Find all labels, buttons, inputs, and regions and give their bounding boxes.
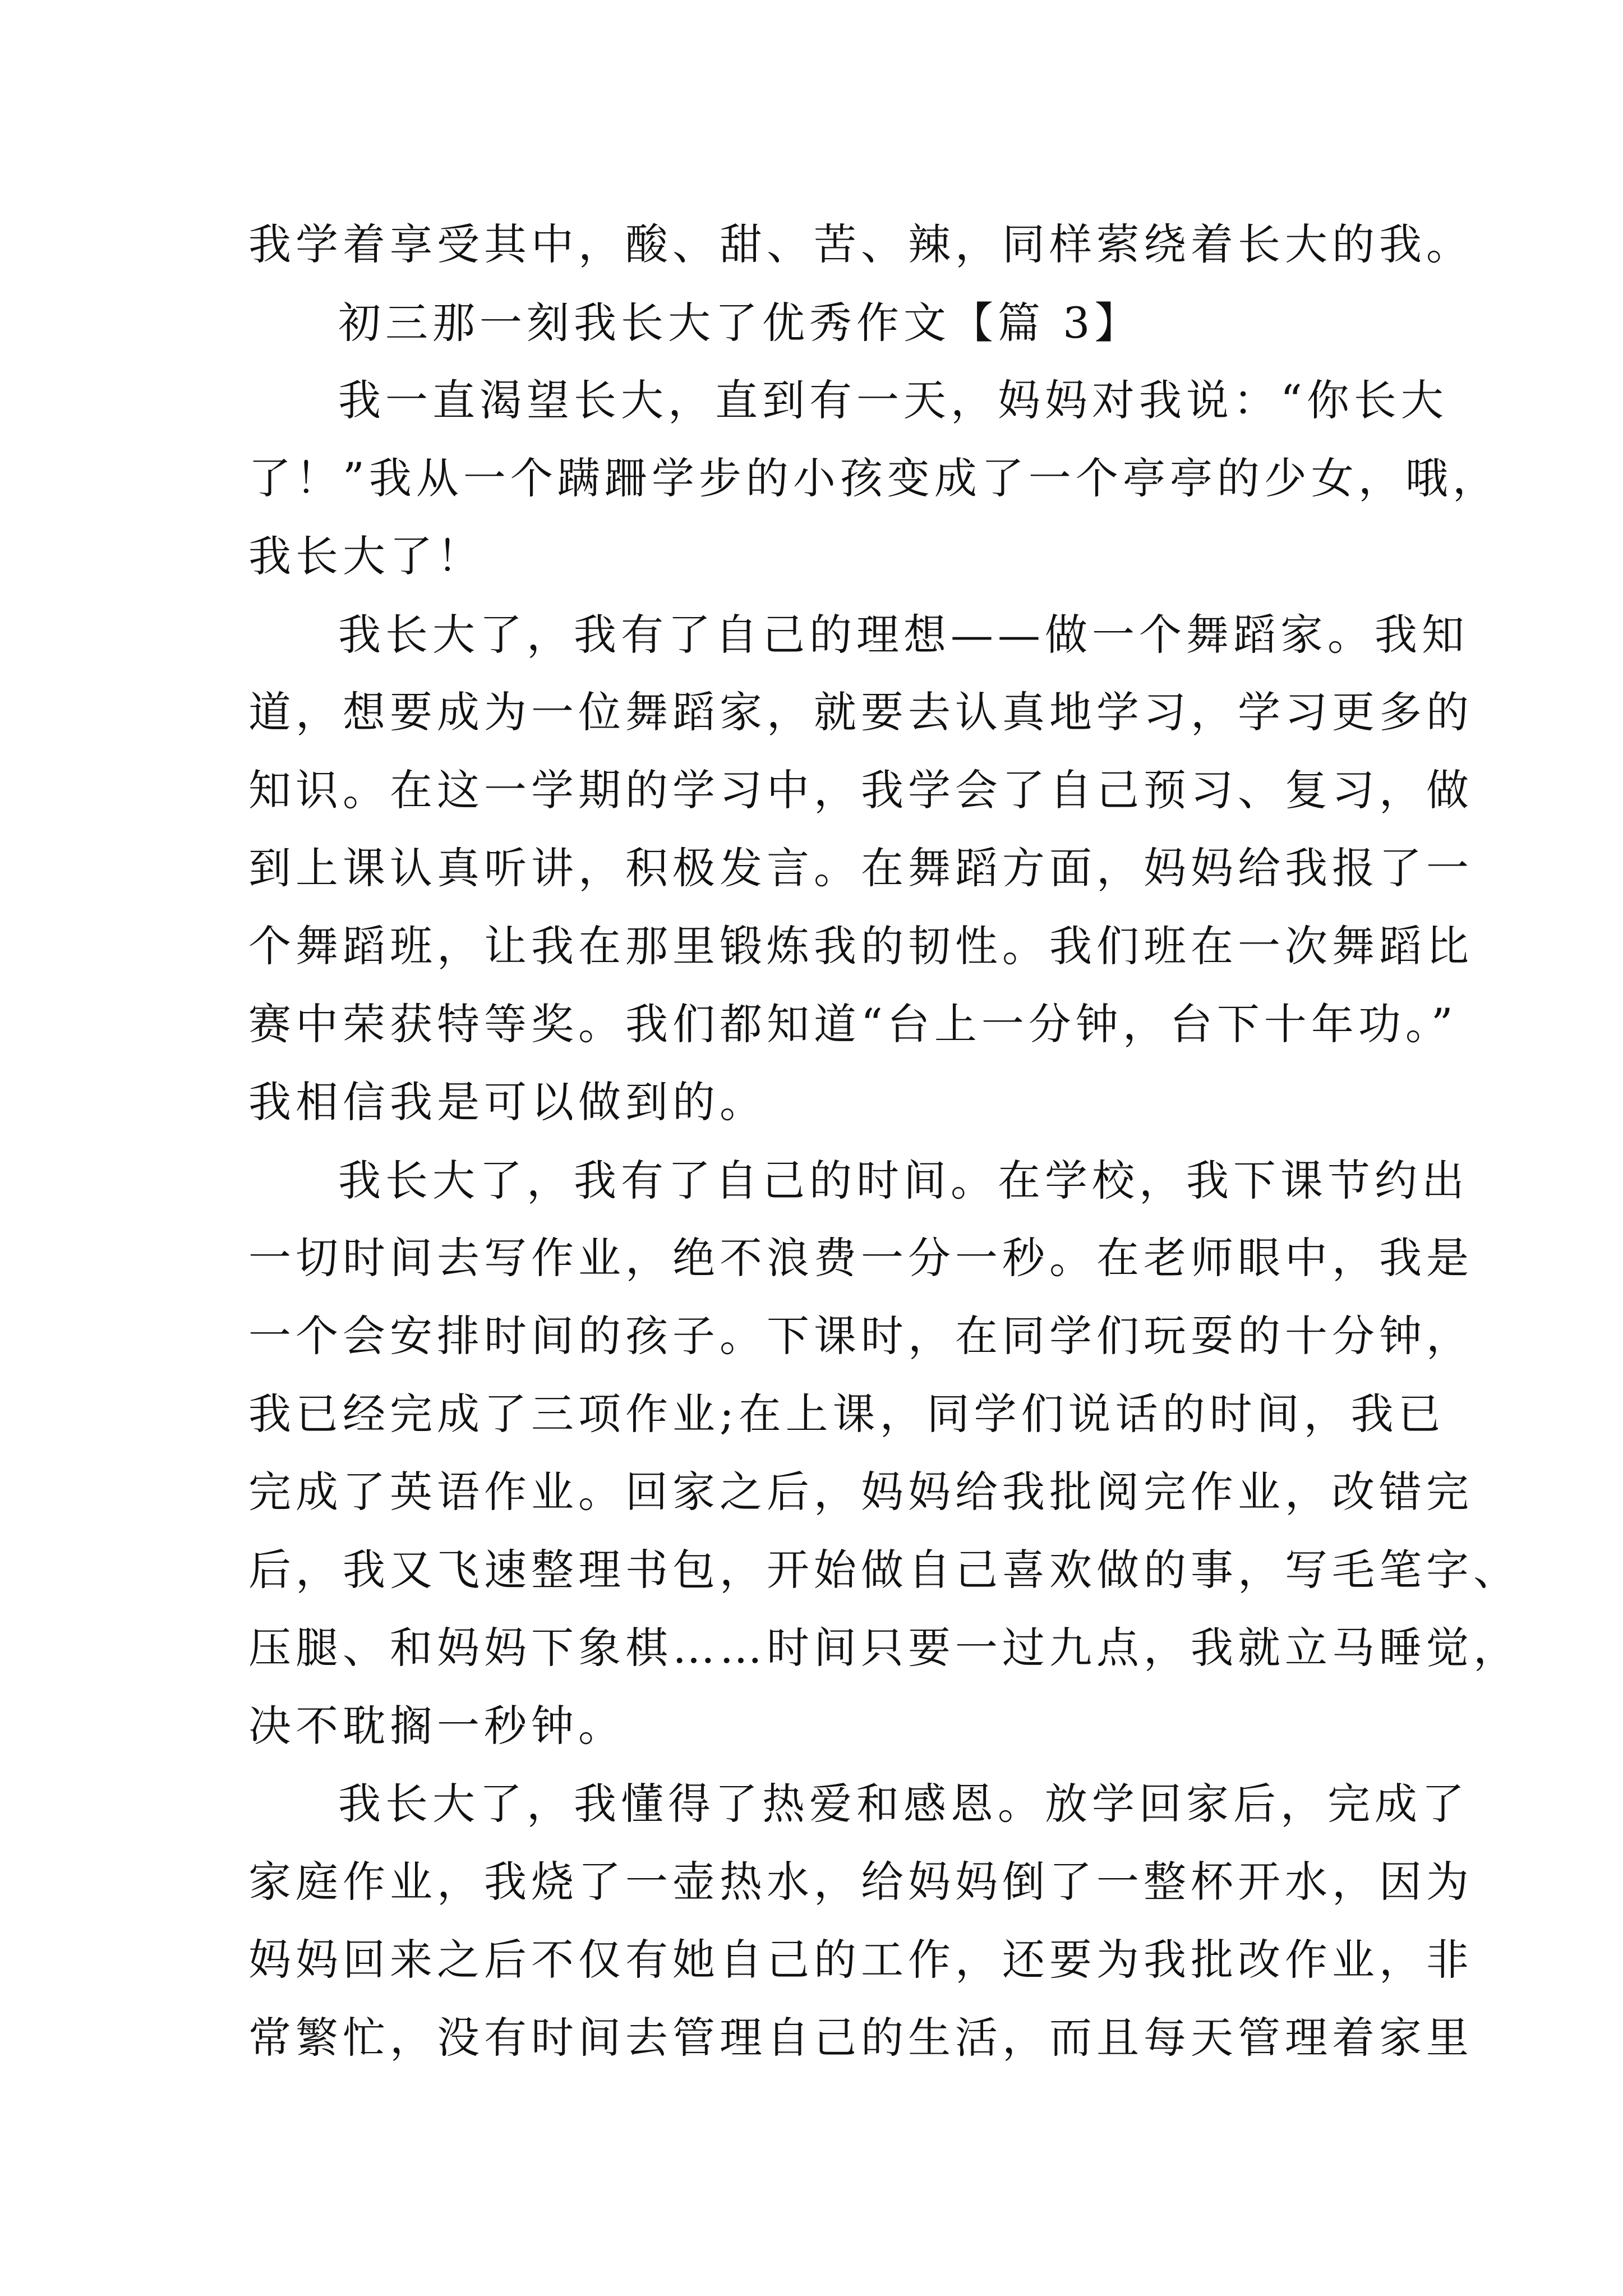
- paragraph-2-line-7: 我相信我是可以做到的。: [248, 1077, 767, 1127]
- paragraph-1-line-3: 我长大了！: [248, 531, 484, 581]
- paragraph-2-line-1: 我长大了，我有了自己的理想——做一个舞蹈家。我知: [338, 610, 1469, 660]
- paragraph-3-line-7: 压腿、和妈妈下象棋……时间只要一过九点，我就立马睡觉，: [248, 1623, 1520, 1673]
- essay-heading: 初三那一刻我长大了优秀作文【篇 3】: [338, 298, 1142, 348]
- paragraph-2-line-3: 知识。在这一学期的学习中，我学会了自己预习、复习，做: [248, 765, 1473, 815]
- paragraph-1-line-2: 了！”我从一个蹒跚学步的小孩变成了一个亭亭的少女，哦，: [248, 453, 1500, 503]
- paragraph-3-line-4: 我已经完成了三项作业;在上课，同学们说话的时间，我已: [248, 1389, 1445, 1439]
- paragraph-2-line-6: 赛中荣获特等奖。我们都知道“台上一分钟，台下十年功。”: [248, 999, 1458, 1049]
- paragraph-2-line-4: 到上课认真听讲，积极发言。在舞蹈方面，妈妈给我报了一: [248, 843, 1473, 893]
- paragraph-3-line-3: 一个会安排时间的孩子。下课时，在同学们玩耍的十分钟，: [248, 1311, 1473, 1361]
- paragraph-4-line-3: 妈妈回来之后不仅有她自己的工作，还要为我批改作业，非: [248, 1935, 1473, 1985]
- paragraph-4-line-4: 常繁忙，没有时间去管理自己的生活，而且每天管理着家里: [248, 2013, 1473, 2063]
- paragraph-3-line-6: 后，我又飞速整理书包，开始做自己喜欢做的事，写毛笔字、: [248, 1545, 1520, 1595]
- paragraph-3-line-5: 完成了英语作业。回家之后，妈妈给我批阅完作业，改错完: [248, 1467, 1473, 1517]
- paragraph-3-line-1: 我长大了，我有了自己的时间。在学校，我下课节约出: [338, 1156, 1469, 1205]
- paragraph-2-line-5: 个舞蹈班，让我在那里锻炼我的韧性。我们班在一次舞蹈比: [248, 921, 1473, 971]
- paragraph-4-line-1: 我长大了，我懂得了热爱和感恩。放学回家后，完成了: [338, 1779, 1469, 1829]
- paragraph-3-line-2: 一切时间去写作业，绝不浪费一分一秒。在老师眼中，我是: [248, 1233, 1473, 1283]
- paragraph-3-line-8: 决不耽搁一秒钟。: [248, 1701, 625, 1751]
- text-line-continuation: 我学着享受其中，酸、甜、苦、辣，同样萦绕着长大的我。: [248, 219, 1473, 269]
- paragraph-4-line-2: 家庭作业，我烧了一壶热水，给妈妈倒了一整杯开水，因为: [248, 1857, 1473, 1907]
- paragraph-2-line-2: 道，想要成为一位舞蹈家，就要去认真地学习，学习更多的: [248, 687, 1473, 737]
- paragraph-1-line-1: 我一直渴望长大，直到有一天，妈妈对我说：“你长大: [338, 375, 1448, 425]
